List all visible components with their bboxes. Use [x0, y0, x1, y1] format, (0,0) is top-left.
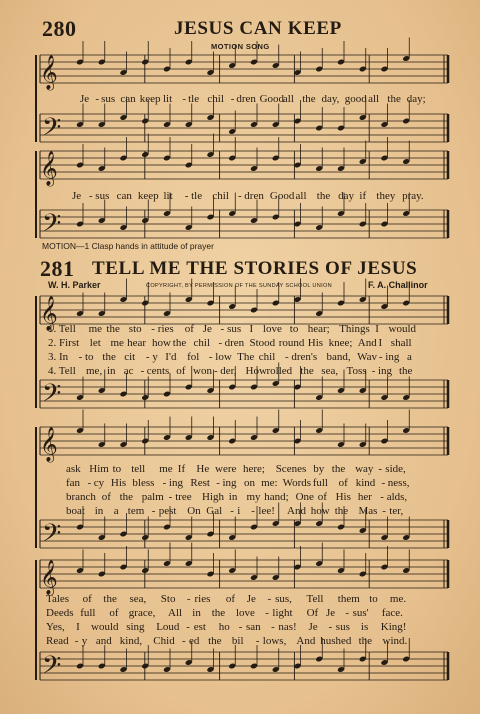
- lyric-syllable: day,: [321, 93, 340, 105]
- lyric-syllable: bless: [132, 477, 155, 489]
- lyric-syllable: ho: [218, 621, 230, 633]
- lyric-syllable: Loud: [156, 621, 180, 633]
- lyric-syllable: y: [152, 351, 158, 363]
- lyric-syllable: High: [202, 491, 224, 503]
- lyric-syllable: cy: [93, 477, 105, 489]
- lyric-syllable: -: [380, 491, 384, 503]
- lyric-syllable: in: [94, 505, 104, 517]
- lyric-syllable: rolled: [266, 365, 293, 377]
- lyric-syllable: sus': [352, 607, 369, 619]
- lyric-syllable: ac: [123, 365, 134, 377]
- lyric-syllable: -: [251, 505, 255, 517]
- lyric-syllable: would: [91, 621, 119, 633]
- lyric-syllable: sus: [227, 323, 242, 335]
- hymn-title: TELL ME THE STORIES OF JESUS: [92, 258, 418, 279]
- lyric-syllable: and: [95, 635, 112, 647]
- lyric-syllable: -: [186, 593, 191, 605]
- lyric-syllable: tle: [188, 93, 200, 105]
- composer-credit: F. A. Challinor: [368, 280, 428, 290]
- bass-clef: 𝄢: [42, 651, 62, 686]
- lyric-syllable: -: [74, 635, 79, 647]
- treble-clef: 𝄞: [40, 151, 58, 186]
- lyric-syllable: -: [162, 477, 167, 489]
- lyric-syllable: -: [285, 351, 289, 363]
- author-credit: W. H. Parker: [48, 280, 101, 290]
- lyric-syllable: -: [267, 593, 272, 605]
- lyric-syllable: full: [312, 477, 328, 489]
- lyric-syllable: Deeds: [46, 607, 74, 619]
- lyric-syllable: -: [238, 190, 242, 202]
- lyric-syllable: to: [112, 463, 122, 475]
- treble-clef: 𝄞: [40, 296, 58, 331]
- lyric-syllable: in: [228, 491, 238, 503]
- lyric-syllable: side,: [385, 463, 406, 475]
- lyric-syllable: knee;: [328, 337, 353, 349]
- lyric-syllable: hushed: [320, 635, 352, 647]
- lyric-syllable: ask: [66, 463, 81, 475]
- lyric-syllable: y: [81, 635, 88, 647]
- treble-clef: 𝄞: [40, 427, 58, 462]
- lyric-syllable: -: [378, 351, 383, 363]
- lyric-syllable: me: [88, 323, 103, 335]
- lyric-syllable: the: [102, 351, 116, 363]
- lyric-syllable: ing: [385, 351, 400, 363]
- lyric-syllable: love: [236, 607, 255, 619]
- lyric-syllable: full: [80, 607, 96, 619]
- lyric-syllable: by: [313, 463, 325, 475]
- lyric-syllable: On: [187, 505, 201, 517]
- lyric-syllable: I: [375, 323, 379, 335]
- lyric-syllable: the: [302, 93, 316, 105]
- lyric-syllable: tem: [127, 505, 145, 517]
- lyric-syllable: light: [272, 607, 293, 619]
- lyric-syllable: kind,: [119, 635, 143, 647]
- lyric-syllable: I: [76, 621, 80, 633]
- lyric-syllable: me: [159, 463, 173, 475]
- lyric-syllable: -: [230, 505, 234, 517]
- lyric-syllable: i: [237, 505, 241, 517]
- hymn-number: 281: [40, 256, 75, 281]
- lyric-syllable: all: [282, 93, 294, 105]
- lyric-syllable: 2. First: [48, 337, 80, 349]
- lyric-syllable: I: [249, 323, 254, 335]
- lyric-syllable: sing: [126, 621, 145, 633]
- lyric-syllable: Rest: [190, 477, 210, 489]
- lyric-syllable: Mas: [358, 505, 378, 517]
- bass-clef: 𝄢: [42, 379, 62, 414]
- lyric-syllable: on: [244, 477, 255, 489]
- lyric-syllable: His: [307, 337, 324, 349]
- lyric-syllable: nas!: [278, 621, 297, 633]
- lyric-syllable: And: [357, 337, 377, 349]
- lyric-syllable: to: [369, 593, 378, 605]
- lyric-syllable: cit: [124, 351, 136, 363]
- lyric-syllable: palm: [141, 491, 164, 503]
- lyric-syllable: -: [371, 365, 376, 377]
- lyric-syllable: of: [225, 593, 236, 605]
- lyric-syllable: -: [328, 621, 333, 633]
- lyric-syllable: boat: [66, 505, 85, 517]
- lyric-syllable: Him: [89, 463, 109, 475]
- lyric-syllable: -: [182, 93, 187, 105]
- lyric-syllable: -: [255, 635, 260, 647]
- lyric-syllable: of: [82, 593, 92, 605]
- lyric-syllable: of: [317, 491, 327, 503]
- lyric-syllable: low: [215, 351, 232, 363]
- lyric-syllable: chil: [193, 337, 210, 349]
- lyric-syllable: the: [358, 635, 373, 647]
- lyric-syllable: of: [109, 607, 119, 619]
- lyric-syllable: dren: [236, 93, 256, 105]
- lyric-syllable: cents: [146, 365, 170, 377]
- lyric-syllable: would: [388, 323, 416, 335]
- lyric-syllable: -: [345, 607, 350, 619]
- lyric-syllable: they: [376, 190, 396, 202]
- lyric-syllable: the: [387, 93, 401, 105]
- lyric-syllable: -: [218, 337, 223, 349]
- lyric-syllable: of: [176, 365, 186, 377]
- lyric-syllable: kind: [355, 477, 376, 489]
- lyric-syllable: -: [89, 190, 93, 202]
- lyric-syllable: Toss: [346, 365, 367, 377]
- lyric-syllable: band,: [326, 351, 351, 363]
- lyric-syllable: were: [215, 463, 237, 475]
- lyric-syllable: Words: [282, 477, 312, 489]
- hymn-number: 280: [42, 16, 77, 41]
- lyric-syllable: Good: [259, 93, 285, 105]
- lyric-syllable: shall: [390, 337, 412, 349]
- lyric-syllable: -: [216, 477, 220, 489]
- lyric-syllable: Gal: [206, 505, 223, 517]
- lyric-syllable: King!: [380, 621, 407, 633]
- lyric-syllable: Wav: [357, 351, 377, 363]
- lyric-syllable: How: [245, 365, 267, 377]
- lyric-syllable: -: [151, 323, 155, 335]
- lyric-syllable: fan: [66, 477, 81, 489]
- lyric-syllable: how: [310, 505, 330, 517]
- lyric-syllable: -: [87, 477, 92, 489]
- motion-note: MOTION—1 Clasp hands in attitude of prayer: [42, 241, 214, 251]
- lyric-syllable: all: [295, 190, 307, 202]
- lyric-syllable: me:: [261, 477, 278, 489]
- lyric-syllable: And: [296, 635, 316, 647]
- lyric-syllable: love: [262, 323, 282, 335]
- lyric-syllable: -: [95, 93, 100, 105]
- lyric-syllable: keep: [139, 93, 161, 105]
- lyric-syllable: the: [300, 365, 314, 377]
- lyric-syllable: the: [172, 337, 187, 349]
- lyric-syllable: -: [271, 621, 275, 633]
- lyric-syllable: If: [177, 463, 186, 475]
- lyric-syllable: a: [407, 351, 412, 363]
- lyric-syllable: the: [119, 491, 134, 503]
- lyric-syllable: to: [289, 323, 299, 335]
- lyric-syllable: sto: [128, 323, 142, 335]
- lyric-syllable: face.: [381, 607, 403, 619]
- lyric-syllable: round: [278, 337, 305, 349]
- lyric-syllable: -: [151, 505, 156, 517]
- lyric-syllable: of: [184, 323, 194, 335]
- lyric-syllable: One: [295, 491, 314, 503]
- lyric-syllable: me: [110, 337, 124, 349]
- lyric-syllable: Sto: [160, 593, 176, 605]
- lyric-syllable: I: [378, 337, 383, 349]
- lyric-syllable: -: [208, 351, 213, 363]
- lyric-syllable: Je: [80, 93, 90, 105]
- lyric-syllable: the: [331, 463, 346, 475]
- lyric-syllable: Je: [202, 323, 212, 335]
- lyric-syllable: -: [265, 607, 269, 619]
- lyric-syllable: bil: [231, 635, 244, 647]
- lyric-syllable: won: [193, 365, 212, 377]
- lyric-syllable: her: [357, 491, 372, 503]
- lyric-syllable: to: [85, 351, 94, 363]
- lyric-syllable: can: [120, 93, 136, 105]
- lyric-syllable: est: [193, 621, 206, 633]
- lyric-syllable: the: [208, 635, 222, 647]
- lyric-syllable: -: [184, 190, 189, 202]
- lyric-syllable: Je: [246, 593, 256, 605]
- lyric-syllable: -: [182, 635, 186, 647]
- lyric-syllable: Scenes: [275, 463, 307, 475]
- lyric-syllable: the: [399, 365, 413, 377]
- lyric-syllable: good: [344, 93, 367, 105]
- lyric-syllable: how: [152, 337, 171, 349]
- lyric-syllable: Chid: [153, 635, 175, 647]
- lyric-syllable: -: [238, 621, 243, 633]
- bass-clef: 𝄢: [42, 113, 62, 148]
- lyric-syllable: -: [140, 365, 145, 377]
- lyric-syllable: the: [316, 190, 331, 202]
- lyric-syllable: the: [334, 505, 349, 517]
- lyric-syllable: of: [101, 491, 111, 503]
- treble-clef: 𝄞: [40, 55, 58, 90]
- lyric-syllable: me,: [86, 365, 103, 377]
- lyric-syllable: san: [246, 621, 261, 633]
- lyric-syllable: -: [220, 323, 225, 335]
- lyric-syllable: tree: [175, 491, 192, 503]
- lyric-syllable: -: [168, 491, 173, 503]
- lyric-syllable: is: [360, 621, 369, 633]
- lyric-syllable: Je: [326, 607, 336, 619]
- lyric-syllable: the: [103, 593, 117, 605]
- lyric-syllable: sus: [101, 93, 116, 105]
- lyric-syllable: ing: [378, 365, 393, 377]
- lyric-syllable: can: [116, 190, 132, 202]
- lyric-syllable: tle: [191, 190, 203, 202]
- lyric-syllable: sea,: [129, 593, 147, 605]
- lyric-syllable: chil: [258, 351, 276, 363]
- lyric-syllable: 1. Tell: [48, 323, 76, 335]
- bass-clef: 𝄢: [42, 209, 62, 244]
- lyric-syllable: -: [378, 463, 383, 475]
- lyric-syllable: branch: [66, 491, 96, 503]
- lyric-syllable: the: [106, 323, 120, 335]
- lyric-syllable: dren: [224, 337, 245, 349]
- lyric-syllable: lee!: [258, 505, 275, 517]
- lyric-syllable: 3. In: [48, 351, 69, 363]
- lyric-syllable: let: [89, 337, 101, 349]
- lyric-syllable: sus: [95, 190, 110, 202]
- lyric-syllable: Tales: [46, 593, 70, 605]
- lyric-syllable: Stood: [249, 337, 276, 349]
- lyric-syllable: I'd: [165, 351, 177, 363]
- lyric-syllable: me.: [389, 593, 407, 605]
- lyric-syllable: sea,: [321, 365, 339, 377]
- lyric-syllable: dren's: [291, 351, 318, 363]
- lyric-syllable: ing: [168, 477, 183, 489]
- lyric-syllable: -: [78, 351, 83, 363]
- lyric-syllable: 4. Tell: [48, 365, 76, 377]
- lyric-syllable: grace,: [128, 607, 156, 619]
- lyric-syllable: -: [214, 365, 218, 377]
- lyric-syllable: And: [287, 505, 306, 517]
- lyric-syllable: lows,: [262, 635, 287, 647]
- lyric-syllable: hand;: [264, 491, 289, 503]
- lyric-syllable: chil: [207, 93, 224, 105]
- lyric-syllable: His: [110, 477, 127, 489]
- copyright-notice: COPYRIGHT, BY PERMISSION OF THE SUNDAY SCHOOL UNION: [146, 283, 332, 289]
- lyric-syllable: my: [246, 491, 261, 503]
- lyric-syllable: Je: [308, 621, 318, 633]
- lyric-syllable: tell: [131, 463, 146, 475]
- lyric-syllable: -: [382, 505, 386, 517]
- lyric-syllable: hear: [127, 337, 147, 349]
- lyric-syllable: Tell: [306, 593, 324, 605]
- lyric-syllable: -: [186, 621, 190, 633]
- lyric-syllable: -: [145, 351, 150, 363]
- lyric-syllable: Of: [306, 607, 319, 619]
- lyric-syllable: a: [113, 505, 119, 517]
- hymn-subtitle: MOTION SONG: [211, 42, 270, 51]
- hymn-title: JESUS CAN KEEP: [174, 18, 342, 39]
- lyric-syllable: hear;: [307, 323, 330, 335]
- bass-clef: 𝄢: [42, 519, 62, 554]
- lyric-syllable: wind.: [382, 635, 408, 647]
- lyric-syllable: Good: [269, 190, 295, 202]
- lyric-syllable: -: [230, 93, 235, 105]
- lyric-syllable: alds,: [386, 491, 408, 503]
- lyric-syllable: chil: [212, 190, 229, 202]
- lyric-syllable: here;: [243, 463, 265, 475]
- lyric-syllable: the: [211, 607, 226, 619]
- lyric-syllable: pest: [158, 505, 177, 517]
- lyric-syllable: ries: [194, 593, 211, 605]
- lyric-syllable: Je: [72, 190, 82, 202]
- lyric-syllable: of: [338, 477, 348, 489]
- lyric-syllable: He: [196, 463, 210, 475]
- lyric-syllable: ed: [189, 635, 200, 647]
- lyric-syllable: -: [381, 477, 386, 489]
- lyric-syllable: in: [107, 365, 116, 377]
- lyric-syllable: Read: [46, 635, 69, 647]
- lyric-syllable: sus: [335, 621, 350, 633]
- lyric-syllable: all: [368, 93, 380, 105]
- lyric-syllable: lit: [163, 93, 173, 105]
- lyric-syllable: The: [237, 351, 255, 363]
- lyric-syllable: day;: [406, 93, 426, 105]
- lyric-syllable: pray.: [402, 190, 424, 202]
- lyric-syllable: in: [192, 607, 201, 619]
- lyric-syllable: lit: [163, 190, 173, 202]
- lyric-syllable: der,: [220, 365, 237, 377]
- lyric-syllable: dren: [244, 190, 264, 202]
- lyric-syllable: ries: [157, 323, 174, 335]
- lyric-syllable: keep: [137, 190, 159, 202]
- lyric-syllable: if: [359, 190, 367, 202]
- lyric-syllable: way: [355, 463, 374, 475]
- lyric-syllable: fol: [187, 351, 200, 363]
- lyric-syllable: Things: [339, 323, 370, 335]
- lyric-syllable: ing: [222, 477, 237, 489]
- lyric-syllable: them: [337, 593, 360, 605]
- lyric-syllable: His: [335, 491, 351, 503]
- lyric-syllable: ness,: [387, 477, 410, 489]
- lyric-syllable: sus,: [275, 593, 292, 605]
- lyric-syllable: All: [168, 607, 183, 619]
- lyric-syllable: day: [338, 190, 354, 202]
- lyric-syllable: ter,: [389, 505, 404, 517]
- lyric-syllable: Yes,: [46, 621, 65, 633]
- treble-clef: 𝄞: [40, 560, 58, 595]
